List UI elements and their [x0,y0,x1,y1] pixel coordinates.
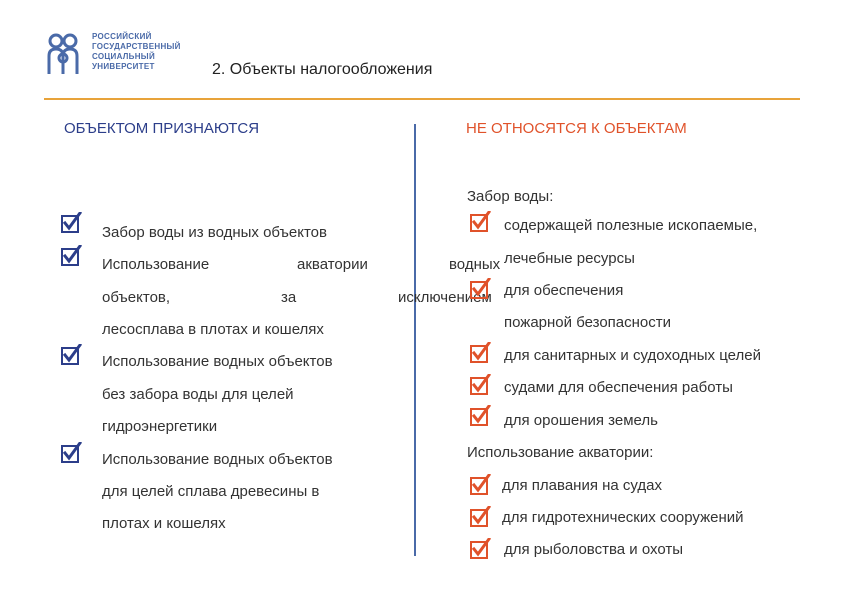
checkbox-icon [469,342,491,364]
logo [46,32,196,78]
left-line: водных [449,256,501,273]
checkbox-icon [60,442,82,464]
left-line: объектов, [102,289,171,306]
left-line: Использование водных объектов [102,451,333,468]
right-line: для рыболовства и охоты [504,541,683,558]
left-line: для целей сплава древесины в [102,483,320,500]
right-line: содержащей полезные ископаемые, [504,217,758,234]
right-line: для санитарных и судоходных целей [504,347,761,364]
right-line: лечебные ресурсы [504,250,635,267]
left-line: Забор воды из водных объектов [102,224,327,241]
left-header: ОБЪЕКТОМ ПРИЗНАЮТСЯ [64,120,260,137]
logo-line-1: РОССИЙСКИЙ [92,32,152,41]
section-title-water-area: Использование акватории: [467,444,654,461]
right-line: пожарной безопасности [504,314,672,331]
logo-line-4: УНИВЕРСИТЕТ [92,62,155,71]
checkbox-icon [60,212,82,234]
column-divider [414,124,416,556]
checkbox-icon [469,405,491,427]
left-line: без забора воды для целей [102,386,294,403]
checkbox-icon [60,245,82,267]
right-line: для плавания на судах [502,477,662,494]
right-line: для гидротехнических сооружений [502,509,744,526]
left-line: за [281,289,297,306]
checkbox-icon [469,211,491,233]
right-line: для обеспечения [504,282,624,299]
page-title: 2. Объекты налогообложения [212,61,433,78]
right-line: судами для обеспечения работы [504,379,733,396]
checkbox-icon [469,374,491,396]
left-line: гидроэнергетики [102,418,218,435]
left-line: Использование [102,256,210,273]
checkbox-icon [469,538,491,560]
logo-line-2: ГОСУДАРСТВЕННЫЙ [92,42,181,51]
left-line: лесосплава в плотах и кошелях [102,321,324,338]
left-line: плотах и кошелях [102,515,226,532]
checkbox-icon [469,278,491,300]
left-line: исключением [398,289,492,306]
header-rule [44,98,800,100]
left-line: Использование водных объектов [102,353,333,370]
checkbox-icon [469,474,491,496]
right-header: НЕ ОТНОСЯТСЯ К ОБЪЕКТАМ [466,120,687,137]
left-line: акватории [297,256,368,273]
people-logo-icon [46,32,80,76]
checkbox-icon [60,344,82,366]
right-line: для орошения земель [504,412,658,429]
logo-line-3: СОЦИАЛЬНЫЙ [92,52,155,61]
section-title-water-intake: Забор воды: [467,188,554,205]
checkbox-icon [469,506,491,528]
